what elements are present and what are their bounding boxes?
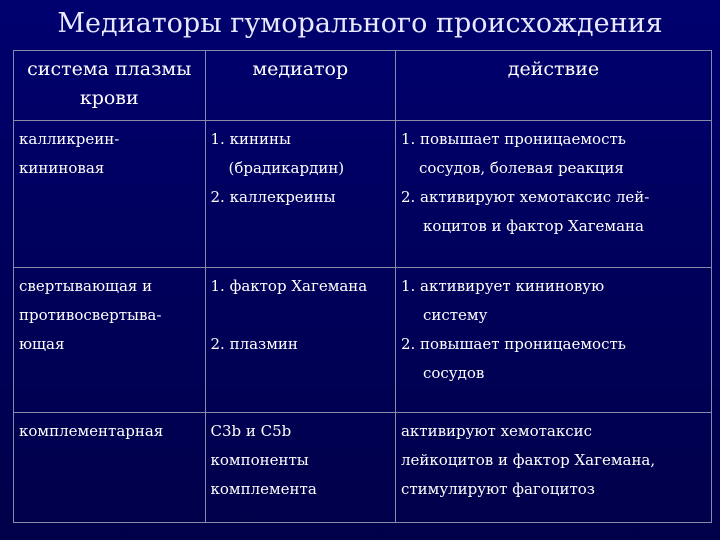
cell-line: сосудов [422, 364, 485, 382]
cell-line: 2. повышает проницаемость [400, 335, 626, 353]
cell-line: 1. активирует кининовую [400, 277, 605, 295]
header-action: действие [395, 51, 711, 121]
cell-line: 1. фактор Хагемана [210, 277, 368, 295]
cell-line: свертывающая и [19, 277, 153, 295]
header-plasma-system [14, 51, 206, 121]
cell-line: 1. повышает проницаемость [400, 130, 626, 148]
slide-title: Медиаторы гуморального происхождения [57, 8, 663, 39]
cell-action [395, 121, 711, 268]
table-row [14, 121, 712, 268]
cell-line: 2. активируют хемотаксис лей- [400, 188, 650, 206]
header-plasma-system-line1: система плазмы [27, 58, 192, 80]
cell-mediator [205, 413, 395, 523]
cell-line: компоненты [210, 451, 309, 469]
cell-line: коцитов и фактор Хагемана [422, 217, 644, 235]
cell-line: С3b и С5b [210, 422, 292, 440]
cell-system [14, 413, 206, 523]
cell-line: 2. плазмин [210, 335, 298, 353]
cell-line: сосудов, болевая реакция [418, 159, 624, 177]
cell-line: ющая [19, 335, 65, 353]
table-row [14, 413, 712, 523]
cell-mediator [205, 268, 395, 413]
cell-line: систему [422, 306, 488, 324]
cell-system [14, 268, 206, 413]
cell-action [395, 413, 711, 523]
cell-line: кининовая [19, 159, 105, 177]
cell-line: активируют хемотаксис [400, 422, 593, 440]
table-row [14, 268, 712, 413]
cell-mediator [205, 121, 395, 268]
cell-line: (брадикардин) [228, 159, 345, 177]
cell-line: 2. каллекреины [210, 188, 336, 206]
cell-line: противосвертыва- [19, 306, 162, 324]
header-plasma-system-line2: крови [79, 87, 139, 109]
table-header-row [14, 51, 712, 121]
cell-line: комплемента [210, 480, 317, 498]
cell-action [395, 268, 711, 413]
cell-line: лейкоцитов и фактор Хагемана, [400, 451, 656, 469]
cell-spacer [211, 301, 390, 330]
cell-line: калликреин- [19, 130, 120, 148]
header-mediator: медиатор [205, 51, 395, 121]
cell-line: комплементарная [19, 422, 164, 440]
cell-system [14, 121, 206, 268]
mediators-table [13, 50, 712, 523]
cell-line: стимулируют фагоцитоз [400, 480, 595, 498]
cell-line: 1. кинины [210, 130, 291, 148]
